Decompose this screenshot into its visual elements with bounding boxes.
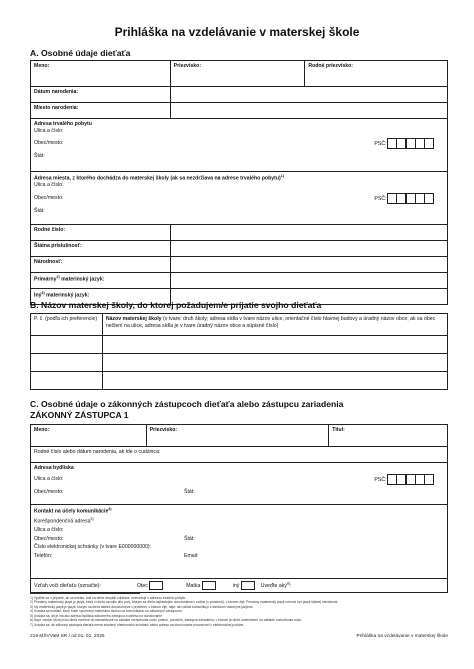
iny-jazyk-label: Iný$^{3)}$ materinský jazyk: <box>31 289 171 305</box>
footnote-7: 7) Uvádza sa, ak zákonný zástupca dieťaťa nemá zriadenú elektronickú schránku alebo adresu na doručovanie písomností v elektronickej podobe. <box>30 622 245 627</box>
psc-boxes-2[interactable] <box>388 193 434 204</box>
zz-adresa-bydliska-block[interactable] <box>31 463 448 505</box>
priezvisko-field[interactable] <box>170 61 305 87</box>
zz-meno-field[interactable]: Meno: <box>31 425 147 447</box>
pc-cell-1[interactable] <box>31 336 103 354</box>
otec-label: Otec <box>136 582 148 589</box>
rodne-priezvisko-field[interactable] <box>305 61 448 87</box>
nazov-cell-1[interactable] <box>102 336 447 354</box>
footer-right: Prihláška na vzdelávanie v materskej škole <box>356 634 448 639</box>
obec-label-2: Obec/mesto: <box>34 194 64 201</box>
pc-header: P. č. (podľa ich preferencie) <box>31 314 103 336</box>
section-c-heading: C. Osobné údaje o zákonných zástupcoch dieťaťa alebo zástupcu zariadenia <box>30 399 344 409</box>
footnote-divider <box>30 593 140 594</box>
adresa-bydliska-title: Adresa bydliska <box>34 465 74 471</box>
psc-label: PSČ: <box>374 140 387 147</box>
pc-cell-2[interactable] <box>31 354 103 372</box>
footnote-6: 6) Napr. osoba, ktorej bolo dieťa zverené do starostlivosti na základe rozhodnutia súdu, pestún, poručník, zástupca zariadenia, v ktorom je dieťa umiestnené na základe rozhodnutia súdu. <box>30 618 303 623</box>
obec-label: Obec/mesto: <box>34 140 64 147</box>
adresa-miesta-title: Adresa miesta, z ktorého dochádza do materskej školy (ak sa nezdržiava na adrese trvalého pobytu) <box>34 175 281 182</box>
zz-psc-label: PSČ: <box>374 476 387 483</box>
miesto-narodenia-label: Miesto narodenia: <box>31 103 171 119</box>
kontakt-title: Kontakt na účely komunikácie <box>34 508 109 515</box>
footnote-3: 3) Iný materinský jazyk je jazyk, ktorým sa dieťa taktiež dorozumieva v prostredí, v ktorom žije, napr. ak rodičia komunikujú s dieťaťom viacerými jazykmi. <box>30 604 254 609</box>
zz-psc-group[interactable] <box>374 474 434 485</box>
psc-group[interactable] <box>374 138 434 149</box>
zz-priezvisko-field[interactable]: Priezvisko: <box>146 425 329 447</box>
zz-obec-label: Obec/mesto: <box>34 488 64 495</box>
datum-narodenia-input[interactable] <box>170 87 447 103</box>
psc-label-2: PSČ: <box>374 195 387 202</box>
zz-ulica-label: Ulica a číslo: <box>34 475 64 482</box>
stat-label-2: Štát: <box>34 207 45 214</box>
koresp-label: Korešpondenčná adresa <box>34 518 91 525</box>
datum-narodenia-label: Dátum narodenia: <box>31 87 171 103</box>
zz-titul-field[interactable]: Titul: <box>329 425 448 447</box>
psc-boxes[interactable] <box>388 138 434 149</box>
footnotes <box>30 596 450 627</box>
rodne-cislo-input[interactable] <box>170 225 447 241</box>
nazov-cell-2[interactable] <box>102 354 447 372</box>
psc-group-2[interactable] <box>374 193 434 204</box>
schranka-label: Číslo elektronickej schránky (v tvare E000000000): <box>34 544 152 551</box>
zz-obec2-label: Obec/mesto: <box>34 535 64 542</box>
section-a-heading: A. Osobné údaje dieťaťa <box>30 48 131 58</box>
section-b-table <box>30 313 448 390</box>
nazov-header: Názov materskej školy (v tvare: druh školy; adresa sídla v tvare názov ulice, orientačné číslo hlavnej budovy a úradný názov obce; ak sa obec nečlení na ulice, adresa sídla je v tvare úradný názov obce a súpisné číslo) <box>102 314 447 336</box>
matka-label: Matka <box>186 582 201 589</box>
iny-label: iný <box>232 582 240 589</box>
adresa-trvaleho-title: Adresa trvalého pobytu <box>34 121 92 127</box>
zz-ulica2-label: Ulica a číslo: <box>34 527 64 534</box>
footer-left: 219 MŠVVaM SR / od 01. 01. 2026 <box>30 634 105 639</box>
section-c-table <box>30 424 448 593</box>
miesto-narodenia-input[interactable] <box>170 103 447 119</box>
ulica-label: Ulica a číslo: <box>34 127 64 134</box>
zz-psc-boxes[interactable] <box>388 474 434 485</box>
matka-checkbox[interactable] <box>202 581 216 590</box>
otec-checkbox[interactable] <box>149 581 163 590</box>
section-a-table <box>30 60 448 305</box>
nazov-cell-3[interactable] <box>102 372 447 390</box>
primarny-jazyk-label: Primárny$^{2)}$ materinský jazyk: <box>31 273 171 289</box>
zz-rodne-cislo-label: Rodné číslo alebo dátum narodenia, ak ide o cudzinca: <box>34 449 161 455</box>
footnote-4: 4) Uvádza sa kontakt, ktorý bude využívaný materskou školou na komunikáciu so zákonným zástupcom. <box>30 609 183 614</box>
zz-stat-label: Štát: <box>184 488 195 495</box>
footnote-2: 2) Primárny materinský jazyk je jazyk, ktorý si dieťa osvojilo ako prvý, ktorým sa dieťa najčastejšie dorozumieva v rodine (v prostredí), v ktorom žije. Primárny materinský jazyk nemusí byť jazyk štátnej národnosti. <box>30 600 339 605</box>
footnote-5: 5) Uvádza sa, ak je iná ako adresa bydliska zákonného zástupcu a adresa na doručovanie. <box>30 613 163 618</box>
email-label: Email: <box>184 552 199 559</box>
adresa-trvaleho-pobytu-block[interactable] <box>31 119 448 172</box>
vztah-label: Vzťah voči dieťaťu (označte): <box>34 582 101 589</box>
vztah-row: Vzťah voči dieťaťu (označte): Otec Matka iný Uveďte aký$^{6)}$: <box>31 579 448 593</box>
stat-label: Štát: <box>34 153 45 159</box>
adresa-miesta-block[interactable] <box>31 172 448 225</box>
zakonny-zastupca-heading: ZÁKONNÝ ZÁSTUPCA 1 <box>30 410 129 420</box>
statna-prislusnost-label: Štátna príslušnosť: <box>31 241 171 257</box>
section-b-heading: B. Názov materskej školy, do ktorej požadujem/e prijatie svojho dieťaťa <box>30 300 322 310</box>
page-title: Prihláška na vzdelávanie v materskej škole <box>114 25 360 39</box>
rodne-cislo-label: Rodné číslo: <box>31 225 171 241</box>
narodnost-label: Národnosť: <box>31 257 171 273</box>
uvedte-label: Uveďte aký <box>260 582 287 589</box>
meno-label: Meno: <box>34 63 50 69</box>
primarny-jazyk-input[interactable] <box>170 273 447 289</box>
pc-cell-3[interactable] <box>31 372 103 390</box>
ulica-label-2: Ulica a číslo: <box>34 182 64 189</box>
zz-rodne-cislo-field[interactable] <box>31 447 448 463</box>
rodne-priezvisko-label: Rodné priezvisko: <box>308 63 354 69</box>
meno-field[interactable] <box>31 61 171 87</box>
narodnost-input[interactable] <box>170 257 447 273</box>
footnote-1: 1) Vyplňte sa v prípade, ak sa miesto, kde sa dieťa obvykle zdržiava, nezhoduje s adresou trvalého pobytu. <box>30 596 187 600</box>
zz-stat2-label: Štát: <box>184 535 195 542</box>
footnote-ref-1: 1) <box>280 174 284 178</box>
telefon-label: Telefón: <box>34 552 53 559</box>
statna-prislusnost-input[interactable] <box>170 241 447 257</box>
zz-kontakt-block[interactable]: Kontakt na účely komunikácie$^{4)}$ Korešpondenčná adresa$^{5)}$ Ulica a číslo: Obec/mesto: Štát: Číslo elektronickej schránky (v tvare E000000000): Telefón: Email: <box>31 505 448 579</box>
iny-checkbox[interactable] <box>241 581 255 590</box>
priezvisko-label: Priezvisko: <box>173 63 202 69</box>
